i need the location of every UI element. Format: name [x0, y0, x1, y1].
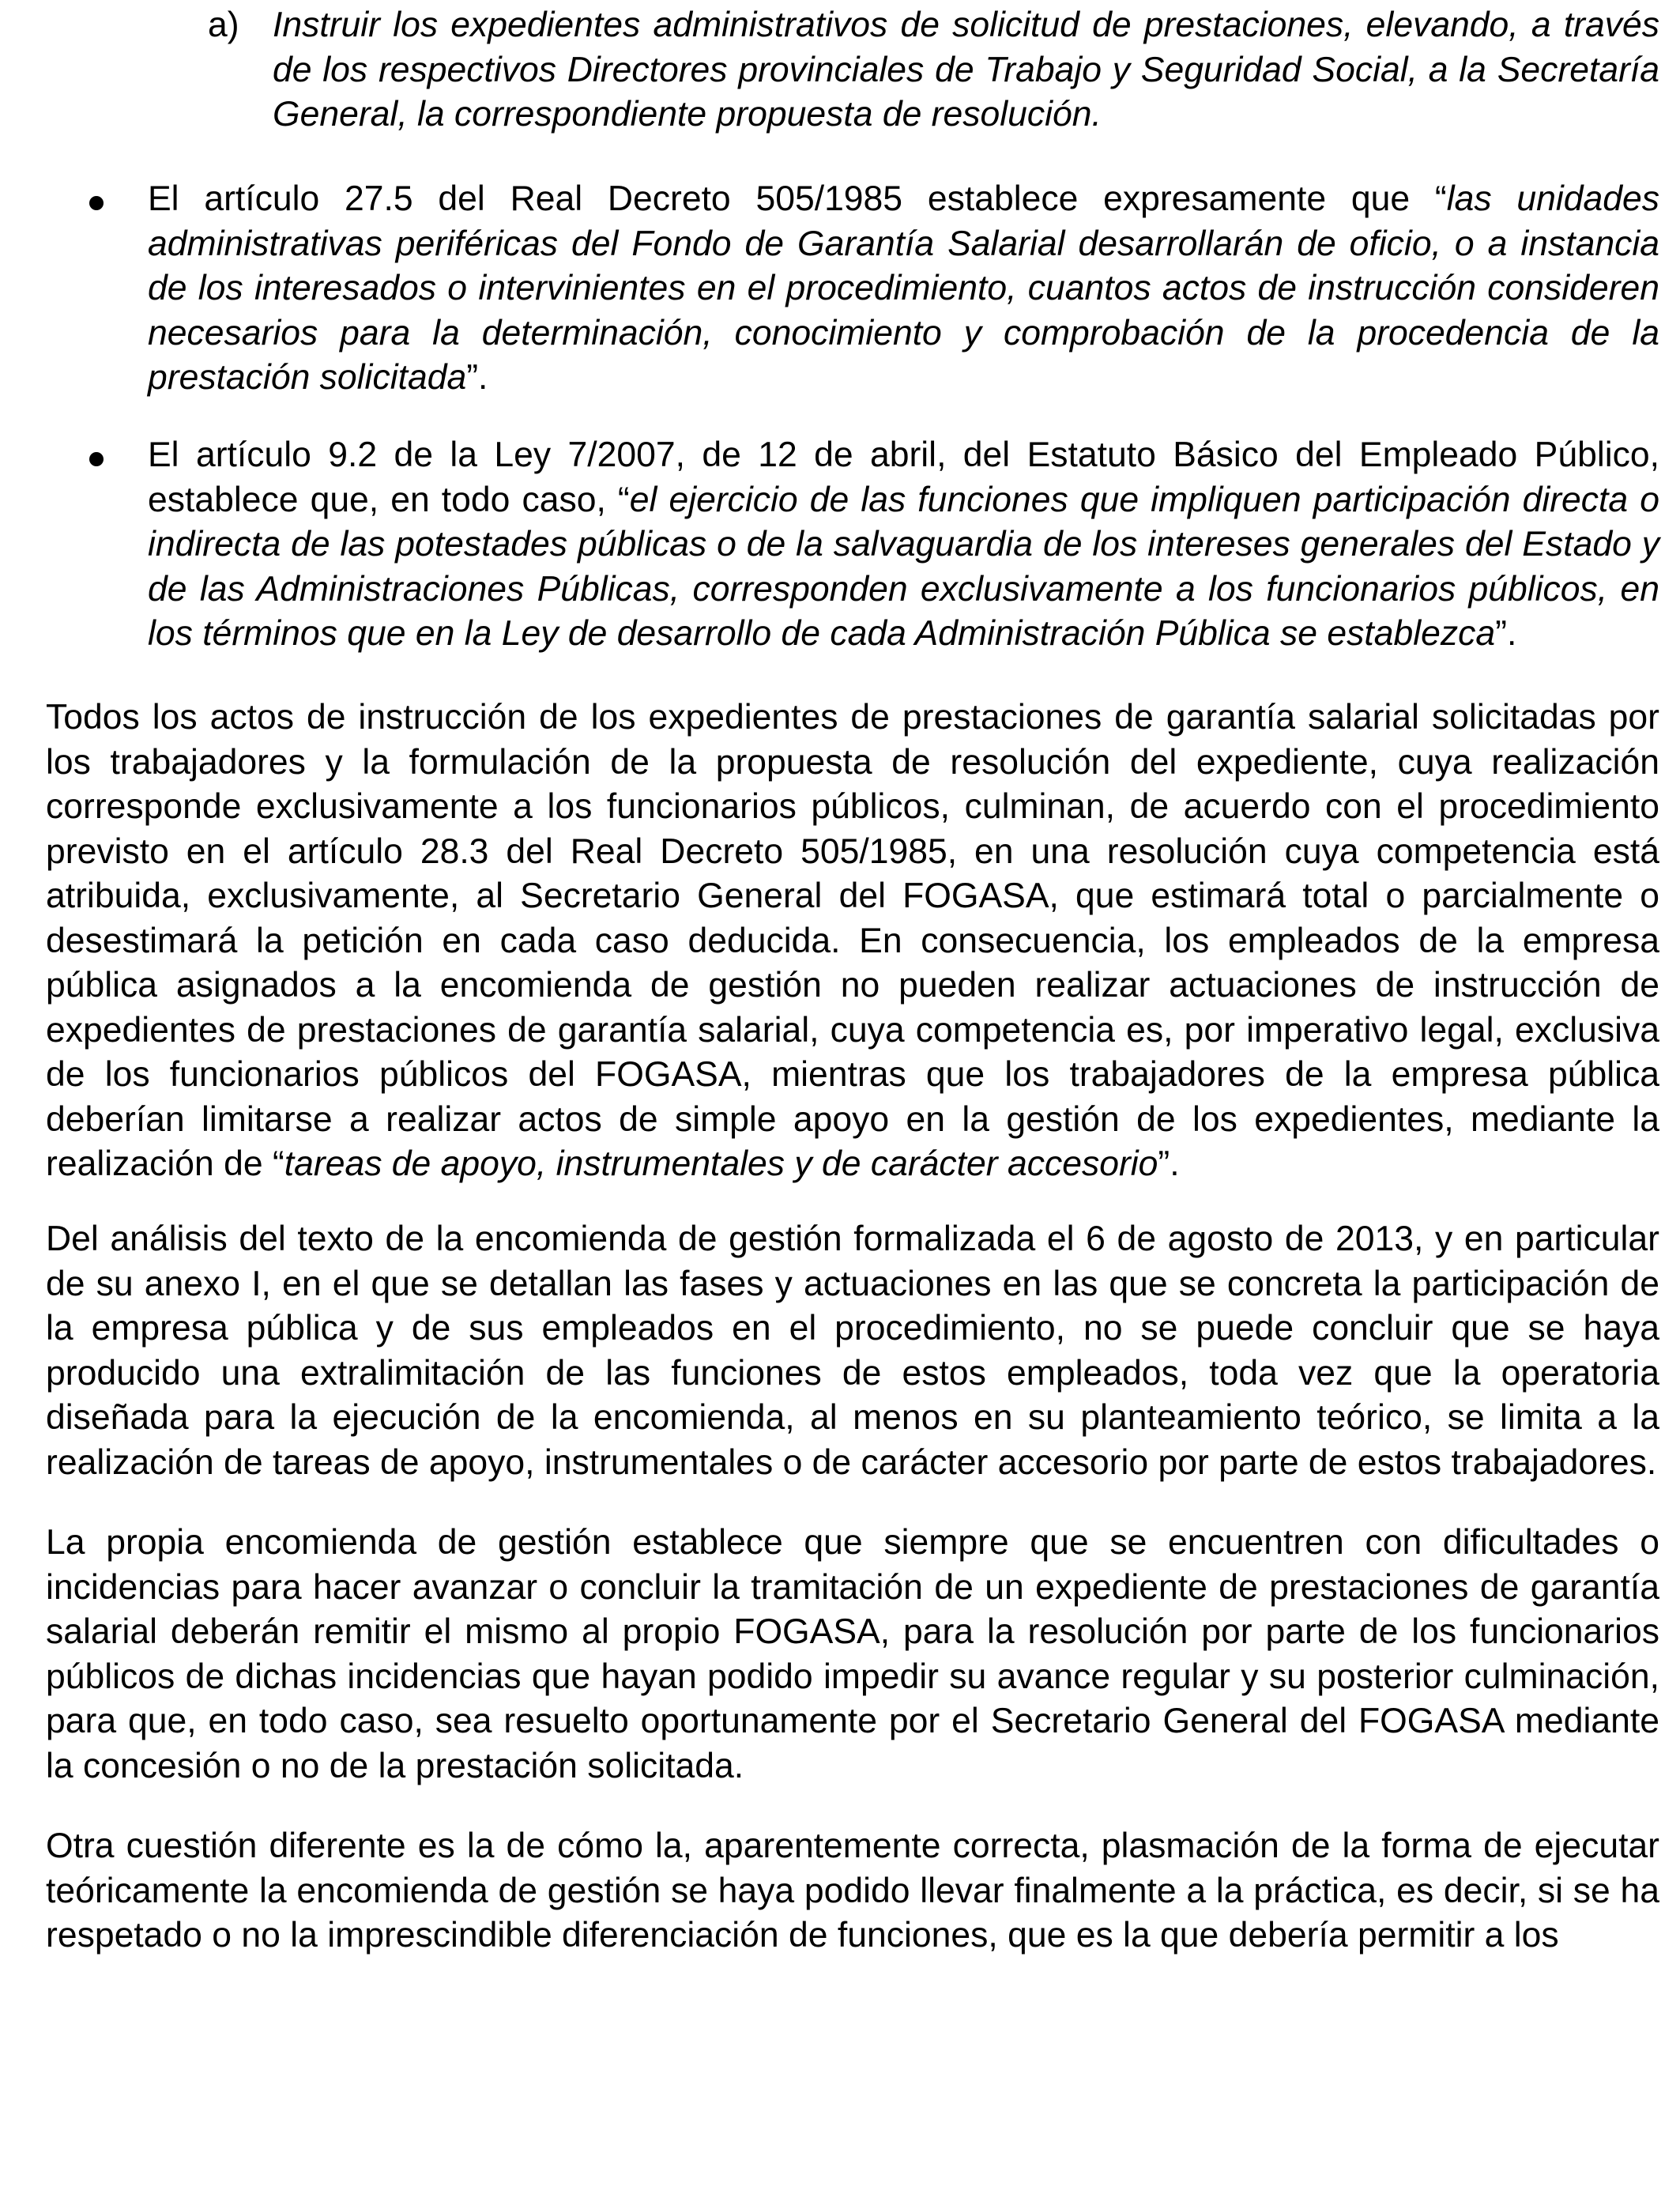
paragraph-1 [46, 696, 1659, 1187]
paragraph-1-text: Todos los actos de instrucción de los expedientes de prestaciones de garantía salarial solicitadas por los trabajadores y la formulación de la propuesta de resolución del expediente, cuya realización corresponde exclusivamente a los funcionarios públicos, culminan, de acuerdo con el procedimiento previsto en el artículo 28.3 del Real Decreto 505/1985, en una resolución cuya competencia está atribuida, exclusivamente, al Secretario General del FOGASA, que estimará total o parcialmente o desestimará la petición en cada caso deducida. En consecuencia, los empleados de la empresa pública asignados a la encomienda de gestión no pueden realizar actuaciones de instrucción de expedientes de prestaciones de garantía salarial, cuya competencia es, por imperativo legal, exclusiva de los funcionarios públicos del FOGASA, mientras que los trabajadores de la empresa pública deberían limitarse a realizar actos de simple apoyo en la gestión de los expedientes, mediante la realización de “ [46, 698, 1659, 1183]
paragraph-3: La propia encomienda de gestión establece que siempre que se encuentren con dificultades o incidencias para hacer avanzar o concluir la tramitación de un expediente de prestaciones de garantía salarial deberán remitir el mismo al propio FOGASA, para la resolución por parte de los funcionarios públicos de dichas incidencias que hayan podido impedir su avance regular y su posterior culminación, para que, en todo caso, sea resuelto oportunamente por el Secretario General del FOGASA mediante la concesión o no de la prestación solicitada. [46, 1523, 1659, 1785]
bullet-icon [89, 196, 104, 210]
bullet-1-end: ”. [466, 358, 488, 397]
bullet-item-1 [148, 177, 1659, 401]
bullet-2-quote: el ejercicio de las funciones que impliquen participación directa o indirecta de las potestades públicas o de la salvaguardia de los intereses generales del Estado y de las Administraciones Públicas, corresponden exclusivamente a los funcionarios públicos, en los términos que en la Ley de desarrollo de cada Administración Pública se establezca [148, 480, 1659, 653]
list-marker-a: a) [208, 6, 239, 44]
bullet-icon [89, 452, 104, 466]
bullet-1-quote: las unidades administrativas periféricas del Fondo de Garantía Salarial desarrollarán de oficio, o a instancia de los interesados o intervinientes en el procedimiento, cuantos actos de instrucción consideren necesarios para la determinación, conocimiento y comprobación de la procedencia de la prestación solicitada [148, 179, 1659, 397]
paragraph-4: Otra cuestión diferente es la de cómo la, aparentemente correcta, plasmación de la forma de ejecutar teóricamente la encomienda de gestión se haya podido llevar finalmente a la práctica, es decir, si se ha respetado o no la imprescindible diferenciación de funciones, que es la que debería permitir a los [46, 1826, 1659, 1955]
bullet-2-end: ”. [1495, 614, 1517, 653]
bullet-1-intro: El artículo 27.5 del Real Decreto 505/1985 establece expresamente que “ [148, 179, 1447, 218]
paragraph-1-end: ”. [1158, 1144, 1180, 1183]
list-item-a-text: Instruir los expedientes administrativos de solicitud de prestaciones, elevando, a través de los respectivos Directores provinciales de Trabajo y Seguridad Social, a la Secretaría General, la correspondiente propuesta de resolución. [273, 6, 1659, 134]
paragraph-1-quote: tareas de apoyo, instrumentales y de carácter accesorio [284, 1144, 1158, 1183]
bullet-2-intro: El artículo 9.2 de la Ley 7/2007, de 12 de abril, del Estatuto Básico del Empleado Público, establece que, en todo caso, “ [148, 435, 1659, 519]
paragraph-2: Del análisis del texto de la encomienda de gestión formalizada el 6 de agosto de 2013, y en particular de su anexo I, en el que se detallan las fases y actuaciones en las que se concreta la participación de la empresa pública y de sus empleados en el procedimiento, no se puede concluir que se haya producido una extralimitación de las funciones de estos empleados, toda vez que la operatoria diseñada para la ejecución de la encomienda, al menos en su planteamiento teórico, se limita a la realización de tareas de apoyo, instrumentales o de carácter accesorio por parte de estos trabajadores. [46, 1220, 1659, 1482]
bullet-item-2 [148, 433, 1659, 657]
